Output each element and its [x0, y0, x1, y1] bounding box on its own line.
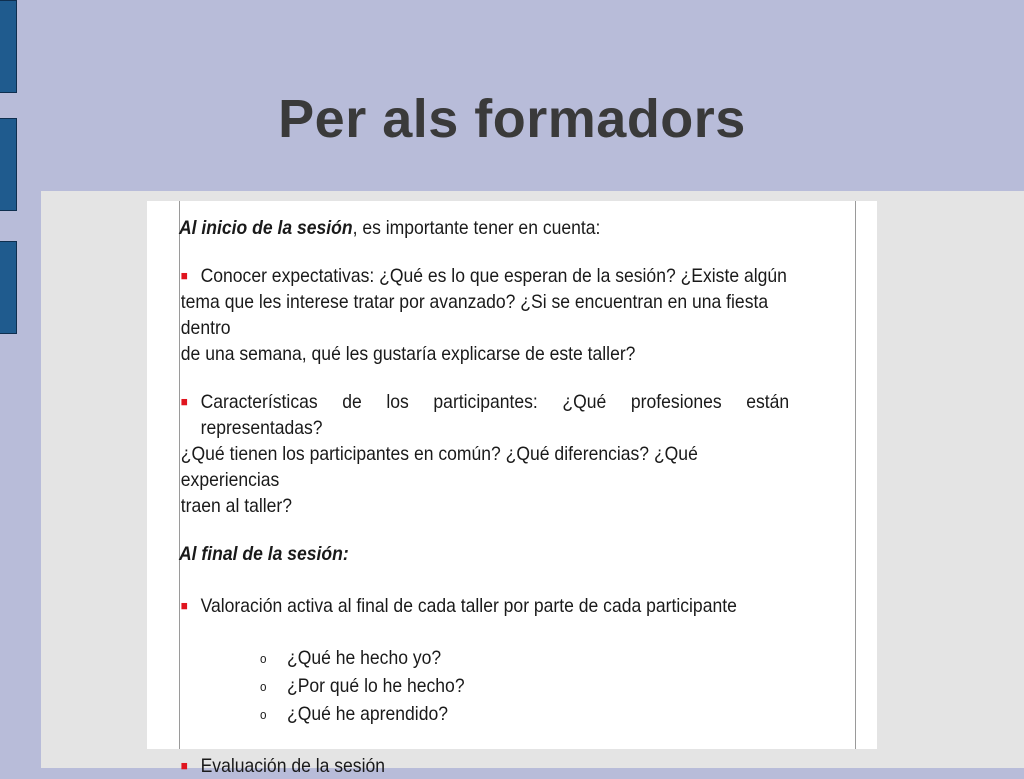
bullet-continuation-line: de una semana, qué les gustaría explicarse de este taller?: [180, 343, 636, 365]
start-section-heading: [179, 215, 789, 241]
bullet-continuation-line: ¿Qué tienen los participantes en común? ¿Qué diferencias? ¿Qué experiencias: [180, 443, 698, 491]
bullet-continuation-line: traen al taller?: [180, 495, 293, 517]
circle-bullet-icon: o: [260, 651, 267, 666]
document-text: [179, 215, 789, 779]
red-square-bullet-icon: ■: [180, 394, 188, 409]
start-heading-rest: , es importante tener en cuenta:: [352, 217, 601, 239]
list-item-caracteristicas: [179, 389, 789, 441]
red-square-bullet-icon: ■: [180, 598, 188, 613]
bullet-line: Valoración activa al final de cada taller por parte de cada participante: [200, 595, 737, 617]
start-heading-emphasis: Al inicio de la sesión: [179, 217, 353, 239]
left-tab-decoration-1: [0, 0, 17, 93]
end-heading-emphasis: Al final de la sesión:: [179, 543, 349, 565]
red-square-bullet-icon: ■: [180, 758, 188, 773]
doc-margin-line-right: [855, 201, 856, 749]
document-page: [147, 201, 877, 777]
left-tab-decoration-3: [0, 241, 17, 334]
list-item-evaluacion: [179, 753, 789, 779]
sub-list-item: [179, 673, 789, 699]
list-item-expectativas: [179, 263, 789, 289]
slide-title: Per als formadors: [278, 89, 746, 149]
sub-item-text: ¿Qué he aprendido?: [287, 703, 449, 725]
bullet-line: Características de los participantes: ¿Qué profesiones están representadas?: [200, 391, 790, 439]
red-square-bullet-icon: ■: [180, 268, 188, 283]
circle-bullet-icon: o: [260, 679, 267, 694]
circle-bullet-icon: o: [260, 707, 267, 722]
sub-item-text: ¿Por qué lo he hecho?: [287, 675, 465, 697]
bullet-line: Evaluación de la sesión: [200, 755, 386, 777]
end-section-heading: [179, 541, 789, 567]
sub-list-item: [179, 645, 789, 671]
sub-list-item: [179, 701, 789, 727]
bullet-continuation-line: tema que les interese tratar por avanzado? ¿Si se encuentran en una fiesta dentro: [180, 291, 769, 339]
list-item-valoracion: [179, 593, 789, 619]
bullet-line: Conocer expectativas: ¿Qué es lo que esperan de la sesión? ¿Existe algún: [200, 265, 787, 287]
sub-item-text: ¿Qué he hecho yo?: [287, 647, 442, 669]
